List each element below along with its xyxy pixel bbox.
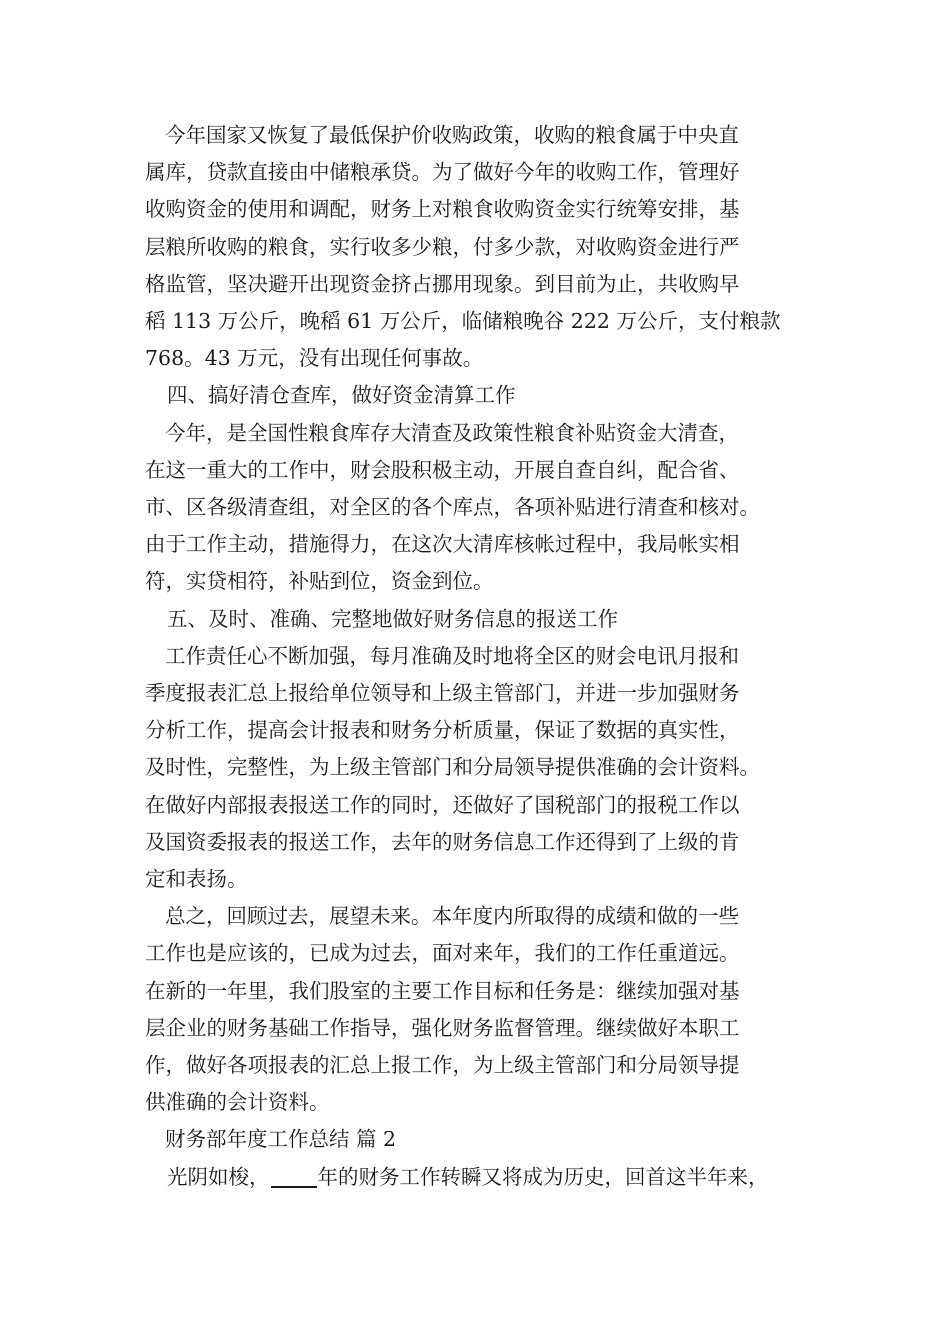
text-line: 层企业的财务基础工作指导，强化财务监督管理。继续做好本职工 [145, 1015, 740, 1040]
title-text: 财务部年度工作总结 篇 2 [165, 1127, 397, 1152]
heading-text: 四、搞好清仓查库，做好资金清算工作 [167, 383, 516, 408]
text-after-blank: 年的财务工作转瞬又将成为历史，回首这半年来， [317, 1164, 769, 1189]
text-line: 工作责任心不断加强，每月准确及时地将全区的财会电讯月报和 [165, 643, 739, 668]
text-line: 供准确的会计资料。 [145, 1090, 330, 1115]
text-line [145, 1159, 835, 1196]
text-line: 符，实贷相符，补贴到位，资金到位。 [145, 569, 494, 594]
text-line: 及国资委报表的报送工作，去年的财务信息工作还得到了上级的肯 [145, 829, 740, 854]
text-line: 定和表扬。 [145, 867, 248, 892]
section-heading-five [145, 601, 835, 638]
text-line: 今年，是全国性粮食库存大清查及政策性粮食补贴资金大清查， [165, 420, 739, 445]
text-line: 由于工作主动，措施得力，在这次大清库核帐过程中，我局帐实相 [145, 532, 740, 557]
text-line: 总之，回顾过去，展望未来。本年度内所取得的成绩和做的一些 [165, 904, 739, 929]
text-line: 在新的一年里，我们股室的主要工作目标和任务是：继续加强对基 [145, 978, 740, 1003]
fill-in-blank [271, 1164, 317, 1188]
document-body [145, 117, 835, 1196]
text-line: 格监管，坚决避开出现资金挤占挪用现象。到目前为止，共收购早 [145, 271, 740, 296]
section-heading-four [145, 377, 835, 414]
text-line: 及时性，完整性，为上级主管部门和分局领导提供准确的会计资料。 [145, 755, 760, 780]
text-line: 市、区各级清查组，对全区的各个库点，各项补贴进行清查和核对。 [145, 495, 760, 520]
text-line: 层粮所收购的粮食，实行收多少粮，付多少款，对收购资金进行严 [145, 234, 740, 259]
text-line: 今年国家又恢复了最低保护价收购政策，收购的粮食属于中央直 [165, 123, 739, 147]
part-two-title [145, 1121, 835, 1158]
paragraph-summary [145, 898, 835, 1121]
paragraph-procurement [145, 117, 835, 377]
text-before-blank: 光阴如梭， [167, 1164, 270, 1189]
text-line: 作，做好各项报表的汇总上报工作，为上级主管部门和分局领导提 [145, 1053, 740, 1078]
paragraph-financial-reporting [145, 638, 835, 898]
text-line: 分析工作，提高会计报表和财务分析质量，保证了数据的真实性， [145, 718, 740, 743]
text-line: 属库，贷款直接由中储粮承贷。为了做好今年的收购工作，管理好 [145, 160, 740, 185]
text-line: 收购资金的使用和调配，财务上对粮食收购资金实行统筹安排，基 [145, 197, 740, 222]
text-line: 稻 113 万公斤，晚稻 61 万公斤，临储粮晚谷 222 万公斤，支付粮款 [145, 309, 781, 334]
text-line: 季度报表汇总上报给单位领导和上级主管部门，并进一步加强财务 [145, 681, 740, 706]
text-line: 在这一重大的工作中，财会股积极主动，开展自查自纠，配合省、 [145, 457, 740, 482]
heading-text: 五、及时、准确、完整地做好财务信息的报送工作 [167, 606, 618, 631]
paragraph-inventory-check [145, 415, 835, 601]
text-line: 在做好内部报表报送工作的同时，还做好了国税部门的报税工作以 [145, 792, 740, 817]
text-line: 工作也是应该的，已成为过去，面对来年，我们的工作任重道远。 [145, 941, 740, 966]
text-line: 768。43 万元，没有出现任何事故。 [145, 346, 484, 371]
paragraph-part-two-opening [145, 1159, 835, 1196]
